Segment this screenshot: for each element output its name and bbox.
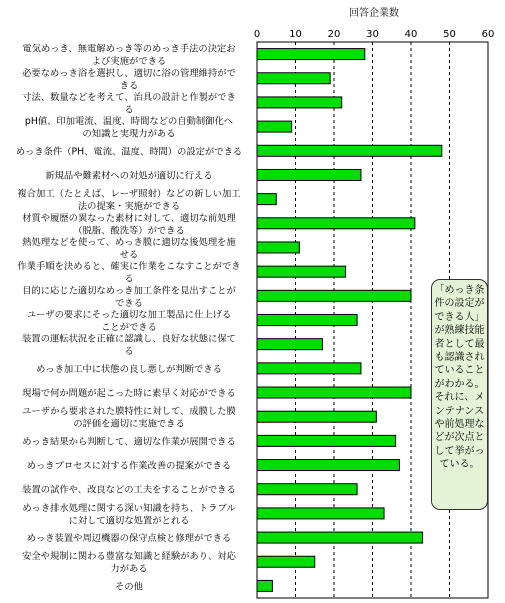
x-tick-label: 0: [253, 29, 261, 40]
category-label: めっき排水処理に関する深い知識を持ち、トラブルに対して適切な処置がとれる: [22, 502, 236, 527]
annotation-line: が熟練技能: [434, 325, 485, 337]
category-label: めっき結果から判断して、適切な作業が展開できる: [22, 436, 236, 448]
category-label: pH値、印加電流、温度、時間などの自動制御化への知識と実現力がある: [24, 116, 234, 140]
category-label: 熱処理などを使って、めっき膜に適切な後処理を施せる: [22, 236, 236, 261]
annotation-line: どが次点と: [434, 432, 485, 444]
category-label: 新規品や難素材への対処が適切に行える: [45, 170, 213, 182]
annotation-line: ている。: [439, 459, 480, 471]
annotation-line: できる人」: [434, 311, 485, 323]
category-label: ユーザの要求にそった適切な加工製品に仕上げることができる: [26, 309, 232, 333]
annotation-line: ンテナンス: [434, 405, 485, 417]
bar: [257, 315, 357, 326]
x-tick-label: 40: [404, 29, 418, 40]
bar: [257, 73, 330, 84]
x-tick-label: 10: [289, 29, 302, 40]
bar: [257, 290, 411, 301]
annotation-line: や前処理な: [434, 419, 485, 431]
category-label: めっきプロセスに対する作業改善の提案ができる: [26, 460, 232, 472]
category-label: めっき条件（PH、電流、温度、時間）の設定ができる: [15, 146, 243, 158]
bar: [257, 460, 399, 471]
category-label: 寸法、数量などを考えて、治具の設計と作製ができる: [22, 91, 236, 116]
category-label: 装置の運転状況を正確に認識し、良好な状態に保てる: [22, 333, 236, 358]
bar: [257, 484, 357, 495]
bar: [257, 218, 415, 229]
category-label: 必要なめっき浴を選択し、適切に浴の管理維持ができる: [22, 67, 236, 92]
x-tick-label: 30: [366, 29, 379, 40]
bar: [257, 411, 376, 422]
bar: [257, 363, 361, 374]
x-tick-label: 50: [443, 29, 456, 40]
annotation-line: がわかる。: [434, 378, 485, 390]
x-axis-title: 回答企業数: [349, 8, 399, 19]
x-axis-ticks: [254, 29, 495, 40]
category-labels: [16, 43, 242, 593]
bar: [257, 266, 346, 277]
bar: [257, 339, 322, 350]
bar: [257, 194, 276, 205]
category-label: 装置の試作や、改良などの工夫をすることができる: [22, 484, 236, 496]
bars: [257, 49, 442, 592]
category-label: 材質や履歴の異なった素材に対して、適切な前処理（脱脂、酸洗等）ができる: [22, 212, 236, 237]
category-label: 現場で何か問題が起こった時に素早く対応ができる: [22, 388, 236, 400]
annotation-line: 者として最: [434, 338, 485, 350]
bar: [257, 508, 384, 519]
bar: [257, 49, 365, 60]
bar: [257, 387, 411, 398]
bar: [257, 121, 292, 132]
annotation-line: 「めっき条: [434, 285, 485, 296]
category-label: その他: [115, 581, 143, 593]
category-label: めっき加工中に状態の良し悪しが判断できる: [36, 363, 222, 375]
bar: [257, 169, 361, 180]
annotation-line: それに、メ: [434, 392, 485, 404]
category-label: 電気めっき、無電解めっき等のめっき手法の決定および実施ができる: [22, 43, 236, 68]
bar: [257, 580, 272, 591]
category-label: 作業手順を決めると、確実に作業をこなすことができる: [17, 261, 241, 285]
category-label: 複合加工（たとえば、レーザ照射）などの新しい加工法の提案・実施ができる: [17, 188, 241, 213]
bar: [257, 145, 442, 156]
annotation-line: も認識され: [434, 352, 485, 364]
category-label: 安全や規制に関わる豊富な知識と経験があり、対応力がある: [22, 551, 236, 575]
category-label: 目的に応じた適切なめっき加工条件を見出すことができる: [22, 285, 236, 309]
annotation-line: 件の設定が: [434, 298, 485, 310]
x-tick-label: 20: [327, 29, 341, 40]
annotation-line: ていること: [434, 365, 485, 377]
bar: [257, 242, 299, 253]
bar: [257, 532, 423, 543]
category-label: めっき装置や周辺機器の保守点検と修理ができる: [26, 533, 232, 545]
annotation-line: して挙がっ: [434, 445, 485, 457]
bar: [257, 556, 315, 567]
bar: [257, 435, 396, 446]
x-tick-label: 60: [481, 29, 495, 40]
bar: [257, 97, 342, 108]
category-label: ユーザから要求された膜特性に対して、成膜した膜の評価を適切に実施できる: [22, 406, 236, 430]
annotation-note: [431, 279, 488, 510]
